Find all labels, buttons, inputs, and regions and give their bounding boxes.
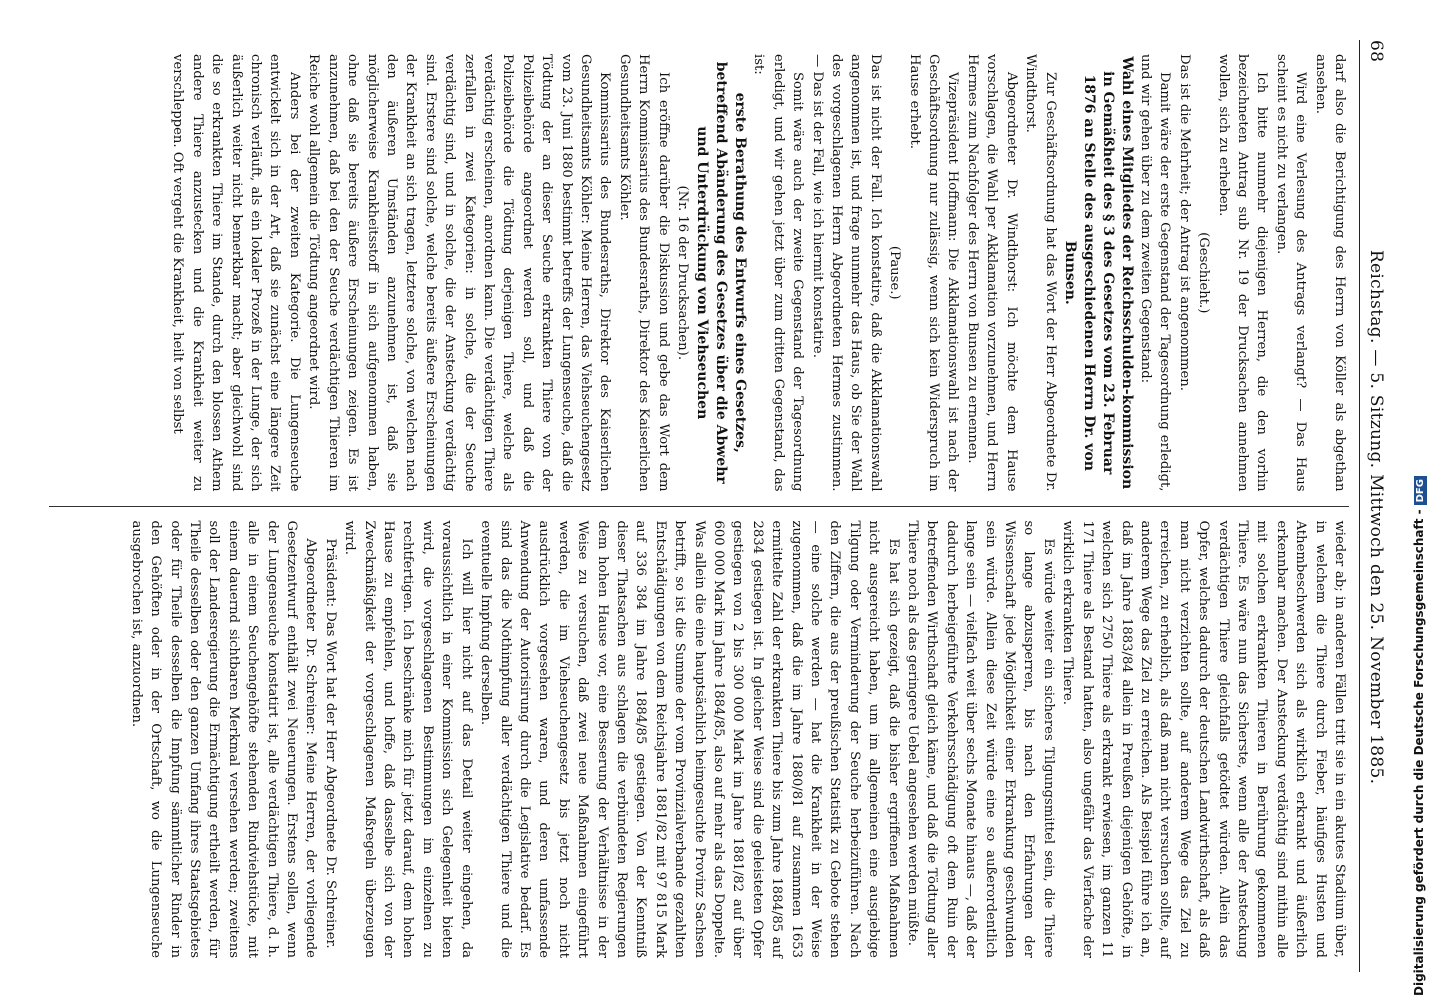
paragraph: Abgeordneter Dr. Windthorst: Ich möchte dem Hause vorschlagen, die Wahl per Akklamation vorzunehmen, und Herrn Hermes zum Nachfolger des Herrn von Bunsen zu ernennen. (964, 54, 1019, 492)
paragraph: Abgeordneter Dr. Schreiner: Meine Herren, der vorliegende Gesetzentwurf enthält zwei Neuerungen. Erstens sollen, wenn der Lungenseuche konstatirt ist, alle verdächtigen Thiere, d. h. alle in einem Seuchengehöfte stehenden Rindviehstücke, mit einem dauernd sichtbaren Merkmal versehen werden; zweitens soll der Landesregierung die Ermächtigung ertheilt werden, für Theile desselben oder den ganzen Umfang ihres Staatsgebietes oder für Theile desselben die Impfung sämmtlicher Rinder in den Gehöften oder in der Ortschaft, wo die Lungenseuche ausgebrochen ist, anzuordnen. (128, 520, 319, 958)
paragraph: Das ist die Mehrheit; der Antrag ist angenommen. (1176, 54, 1192, 391)
digitization-notice (1412, 476, 1427, 996)
paragraph: Wird eine Verlesung des Antrags verlangt? — Das Haus scheint es nicht zu verlangen. (1273, 54, 1309, 492)
column-right (49, 506, 1349, 973)
paragraph: (Nr. 16 der Drucksachen). (675, 185, 691, 361)
paragraph: Ich eröffne darüber die Diskussion und gebe das Wort dem Herrn Kommissarius des Bundesraths, Direktor des Kaiserlichen Gesundheitsamts Köhler. (616, 54, 671, 492)
page-header (1359, 40, 1386, 972)
paragraph: Somit wäre auch der zweite Gegenstand der Tagesordnung erledigt, und wir gehen jetzt über zum dritten Gegenstand, das ist: (751, 54, 806, 492)
paragraph: Vizepräsident Hoffmann: Die Akklamationswahl ist nach der Geschäftsordnung nur zulässig, wenn sich kein Widerspruch im Hause erhebt. (906, 54, 961, 492)
paragraph: Anders bei der zweiten Kategorie. Die Lungenseuche entwickelt sich in der Art, daß sie zunächst eine längere Zeit chronisch verläuft, als ein lokaler Prozeß in der Lunge, der sich äußerlich weiter nicht bemerkbar macht; aber gleichwohl sind die so erkrankten Thiere im Stande, durch den blossen Athem andere Thiere anzustecken und die Krankheit weiter zu verschleppen. Oft vergeht die Krankheit, heilt von selbst (170, 54, 302, 492)
paragraph: Damit wäre der erste Gegenstand der Tagesordnung erledigt, und wir gehen über zu dem zweiten Gegenstand: (1137, 54, 1173, 492)
paragraph: Das ist nicht der Fall. Ich konstatire, daß die Akklamationswahl angenommen ist, und frage nunmehr das Haus, ob Sie der Wahl des vorgeschlagenen Herrn Abgeordneten Hermes zustimmen. — Das ist der Fall, wie ich hiermit konstatire. (809, 54, 883, 492)
paragraph: erste Berathung des Entwurfs eines Gesetzes, betreffend Abänderung des Gesetzes über die Abwehr und Unterdrückung von Viehseuchen (694, 61, 749, 484)
paragraph: darf also die Berichtigung des Herrn von Köller als abgethan ansehen. (1312, 54, 1347, 492)
header-middle: 5. Sitzung. (1366, 372, 1386, 469)
paragraph: Zur Geschäftsordnung hat das Wort der Herr Abgeordnete Dr. Windthorst. (1023, 54, 1058, 492)
paragraph: Ich will hier nicht auf das Detail weiter eingehen, da voraussichtlich in einer Kommission sich Gelegenheit bieten wird, die vorgeschlagenen Bestimmungen im einzelnen zu rechtfertigen. Ich beschränke mich für jetzt darauf, dem hohen Hause zu empfehlen, und hoffe, daß dasselbe sich von der Zweckmäßigkeit der vorgeschlagenen Maßregeln überzeugen wird. (342, 520, 474, 958)
column-left (49, 40, 1349, 506)
header-left: Reichstag. — (1366, 249, 1386, 367)
columns (49, 40, 1349, 972)
paragraph: Kommissarius des Bundesraths, Direktor des Kaiserlichen Gesundheitsamts Köhler: Meine Herren, das Viehseuchengesetz vom 23. Juni 1880 bestimmt betreffs der Lungenseuche, daß die Tödtung der an dieser Seuche erkrankten Thiere von der Polizeibehörde angeordnet werden soll, und daß die Polizeibehörde die Tödtung derjenigen Thiere, welche als verdächtig erscheinen, anordnen kann. Die verdächtigen Thiere zerfallen in zwei Kategorien: in solche, die der Seuche verdächtig sind, und in solche, die der Ansteckung verdächtig sind. Erstere sind solche, welche bereits äußere Erscheinungen der Krankheit an sich tragen, letztere solche, von welchen nach den äußeren Umständen anzunehmen ist, daß sie möglicherweise Krankheitsstoff in sich aufgenommen haben, ohne daß sie bereits äußere Erscheinungen zeigen. Es ist anzunehmen, daß bei den der Seuche verdächtigen Thieren im Reiche wohl allgemein die Tödtung angeordnet wird. (306, 54, 613, 492)
paragraph: wieder ab; in anderen Fällen tritt sie in ein akutes Stadium über, in welchem die Thiere durch Fieber, häufiges Husten und Athembeschwerden sich als wirklich erkrankt und äußerlich erkennbar machen. Der Ansteckung verdächtig sind mithin alle mit solchen erkrankten Thieren in Berührung gekommenen Thiere. Es wäre nun das Sicherste, wenn alle der Ansteckung verdächtigen Thiere gleichfalls getödtet würden. Allein das Opfer, welches dadurch der deutschen Landwirthschaft, als daß man nicht verzichten sollte, auf anderem Wege das Ziel zu erreichen, zu erheblich, als daß man nicht versuchen sollte, auf anderem Wege das Ziel zu erreichen. Als Beispiel führe ich an, daß im Jahre 1883/84 allein in Preußen diejenigen Gehöfte, in welchen sich 2750 Thiere als erkrankt erwiesen, im ganzen 11 171 Thiere als Bestand hatten, also ungefähr das Vierfache der wirklich erkrankten Thiere. (1060, 520, 1347, 958)
header-right: Mittwoch den 25. November 1885. (1366, 474, 1386, 785)
notice-text: Digitalisierung gefördert durch die Deutsche Forschungsgemeinschaft - (1412, 509, 1426, 996)
paragraph: Es würde weiter ein sicheres Tilgungsmittel sein, die Thiere so lange abzusperren, bis nach den Erfahrungen der Wissenschaft jede Möglichkeit einer Erkrankung geschwunden sein würde. Allein diese Zeit würde eine so außerordentlich lange sein — vielfach weit über sechs Monate hinaus —, daß der dadurch herbeigeführte Verkehrsschädigung oft dem Ruin der betreffenden Wirthschaft gleich käme, und daß die Tödtung aller Thiere noch als das geringere Uebel angesehen werden müßte. (905, 520, 1056, 958)
paragraph: Wahl eines Mitgliedes der Reichsschulden-kommission in Gemäßheit des § 3 des Gesetzes vom 23. Februar 1876 an Stelle des ausgeschiedenen Herrn Dr. von Bunsen. (1061, 56, 1135, 490)
paragraph: Präsident: Das Wort hat der Herr Abgeordnete Dr. Schreiner. (322, 538, 338, 949)
paragraph: Es hat sich gezeigt, daß die bisher ergriffenen Maßnahmen nicht ausgereicht haben, um im allgemeinen eine ausgiebige Tilgung oder Verminderung der Seuche herbeizuführen. Nach den Ziffern, die aus der preußischen Statistik zu Gebote stehen — eine solche werden — hat die Krankheit in der Weise zugenommen, daß die im Jahre 1880/81 auf zusammen 1653 ermittelte Zahl der erkrankten Thiere bis zum Jahre 1884/85 auf 2834 gestiegen ist. In gleicher Weise sind die geleisteten Opfer gestiegen von 2 bis 300 000 Mark im Jahre 1881/82 auf über 600 000 Mark im Jahre 1884/85, also auf mehr als das Doppelte. Was allein die eine hauptsächlich heimgesuchte Provinz Sachsen betrifft, so ist die Summe der vom Provinzialverbande gezahlten Entschädigungen von dem Reichsjahre 1881/82 mit 97 815 Mark auf 336 384 im Jahre 1884/85 gestiegen. Von der Kenntniß dieser Thatsachen aus schlagen die verbündeten Regierungen dem hohen Hause vor, eine Besserung der Verhältnisse in der Weise zu versuchen, daß zwei neue Maßnahmen eingeführt werden, die im Viehseuchengesetz bis jetzt noch nicht ausdrücklich vorgesehen waren, und deren umfassende Anwendung der Autorisirung durch die Legislative bedarf. Es sind das die Nothimpfung aller verdächtigen Thiere und die eventuelle Impfung derselben. (478, 520, 901, 958)
page-number: 68 (1366, 40, 1386, 63)
paragraph: (Pause.) (887, 245, 903, 300)
side-strip (1408, 0, 1432, 1000)
paragraph: Ich bitte nunmehr diejenigen Herren, die den vorhin bezeichneten Antrag sub Nr. 19 der Drucksachen annehmen wollen, sich zu erheben. (1215, 54, 1270, 492)
dfg-logo: DFG (1414, 476, 1427, 505)
header-title (1366, 62, 1386, 972)
paragraph: (Geschieht.) (1196, 232, 1212, 314)
